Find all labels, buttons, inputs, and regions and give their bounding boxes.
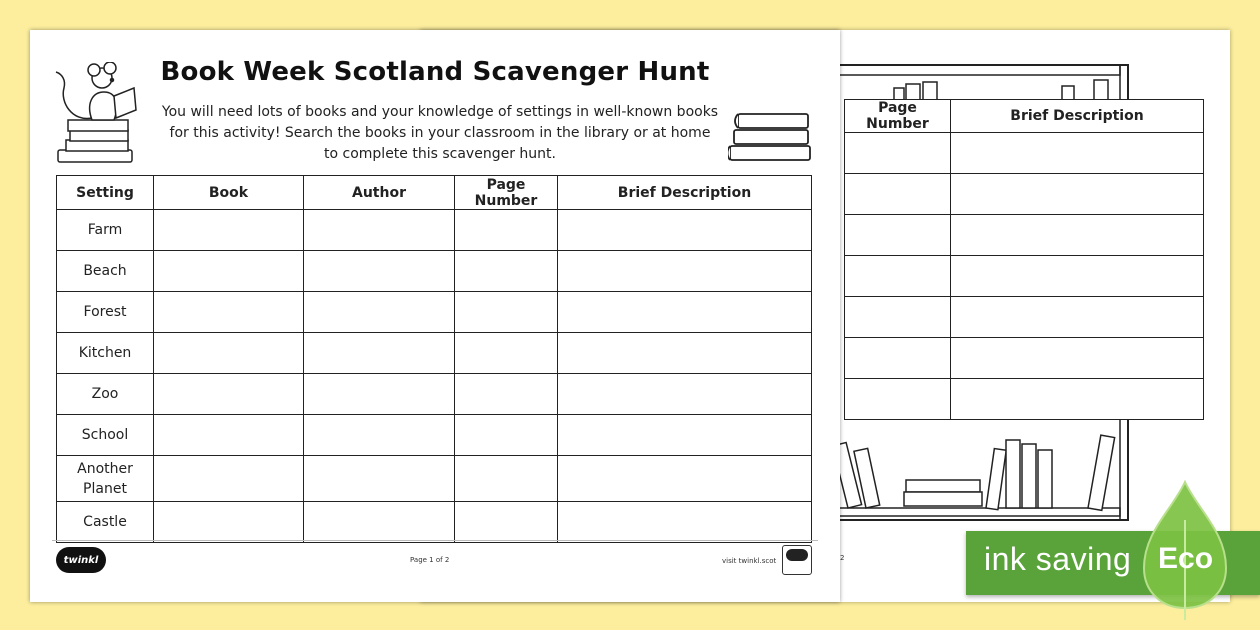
answer-cell[interactable]: [455, 210, 558, 251]
column-header-brief-description: Brief Description: [558, 176, 812, 210]
back-table-row: [845, 379, 1204, 420]
answer-cell[interactable]: [154, 251, 304, 292]
answer-cell[interactable]: [951, 256, 1204, 297]
answer-cell[interactable]: [304, 502, 455, 543]
table-row: [57, 374, 812, 415]
answer-cell[interactable]: [304, 456, 455, 502]
answer-cell[interactable]: [455, 251, 558, 292]
answer-cell[interactable]: [154, 502, 304, 543]
back-table-row: [845, 256, 1204, 297]
answer-cell[interactable]: [845, 297, 951, 338]
back-page-number: 2: [840, 554, 845, 562]
page-label: Page 1 of 2: [410, 556, 450, 564]
answer-cell[interactable]: [558, 374, 812, 415]
scavenger-hunt-table: [56, 175, 812, 543]
setting-label: Another Planet: [57, 456, 154, 502]
table-row: [57, 502, 812, 543]
answer-cell[interactable]: [154, 415, 304, 456]
column-header-book: Book: [154, 176, 304, 210]
answer-cell[interactable]: [558, 502, 812, 543]
back-table-row: [845, 174, 1204, 215]
answer-cell[interactable]: [558, 292, 812, 333]
table-row: [57, 292, 812, 333]
answer-cell[interactable]: [951, 174, 1204, 215]
answer-cell[interactable]: [455, 333, 558, 374]
back-table-row: [845, 338, 1204, 379]
answer-cell[interactable]: [558, 210, 812, 251]
back-column-header-page-number: Page Number: [845, 100, 951, 133]
answer-cell[interactable]: [455, 456, 558, 502]
answer-cell[interactable]: [558, 415, 812, 456]
answer-cell[interactable]: [304, 415, 455, 456]
stacked-books-icon: [728, 108, 814, 162]
back-table-row: [845, 297, 1204, 338]
eco-label: Eco: [1158, 542, 1214, 575]
table-row: [57, 456, 812, 502]
quality-badge-icon: [782, 545, 812, 575]
answer-cell[interactable]: [845, 174, 951, 215]
setting-label: Zoo: [57, 374, 154, 415]
intro-line: to complete this scavenger hunt.: [324, 146, 556, 162]
answer-cell[interactable]: [951, 297, 1204, 338]
answer-cell[interactable]: [154, 292, 304, 333]
back-table-row: [845, 215, 1204, 256]
answer-cell[interactable]: [951, 338, 1204, 379]
back-page-table: [844, 99, 1204, 420]
visit-link[interactable]: visit twinkl.scot: [722, 557, 777, 565]
answer-cell[interactable]: [845, 133, 951, 174]
setting-label: Forest: [57, 292, 154, 333]
answer-cell[interactable]: [558, 333, 812, 374]
worksheet-title: Book Week Scotland Scavenger Hunt: [160, 57, 710, 87]
column-header-page-number: Page Number: [455, 176, 558, 210]
answer-cell[interactable]: [154, 374, 304, 415]
answer-cell[interactable]: [455, 374, 558, 415]
answer-cell[interactable]: [154, 456, 304, 502]
footer-divider: [52, 540, 818, 541]
answer-cell[interactable]: [558, 251, 812, 292]
answer-cell[interactable]: [154, 333, 304, 374]
table-row: [57, 251, 812, 292]
back-table-row: [845, 133, 1204, 174]
answer-cell[interactable]: [304, 210, 455, 251]
answer-cell[interactable]: [951, 379, 1204, 420]
table-row: [57, 415, 812, 456]
table-row: [57, 210, 812, 251]
answer-cell[interactable]: [304, 374, 455, 415]
answer-cell[interactable]: [951, 133, 1204, 174]
worksheet-page-1: [30, 30, 840, 602]
setting-label: Kitchen: [57, 333, 154, 374]
answer-cell[interactable]: [455, 502, 558, 543]
setting-label: Castle: [57, 502, 154, 543]
answer-cell[interactable]: [455, 415, 558, 456]
answer-cell[interactable]: [304, 251, 455, 292]
twinkl-logo: twinkl: [56, 547, 106, 573]
answer-cell[interactable]: [304, 292, 455, 333]
ink-saving-text: ink saving: [984, 541, 1132, 577]
setting-label: Beach: [57, 251, 154, 292]
answer-cell[interactable]: [845, 379, 951, 420]
table-header-row: [57, 176, 812, 210]
column-header-author: Author: [304, 176, 455, 210]
column-header-setting: Setting: [57, 176, 154, 210]
intro-line: You will need lots of books and your knowledge of settings in well-known books: [161, 104, 719, 120]
answer-cell[interactable]: [154, 210, 304, 251]
intro-text: [150, 102, 730, 165]
table-row: [57, 333, 812, 374]
answer-cell[interactable]: [304, 333, 455, 374]
setting-label: Farm: [57, 210, 154, 251]
setting-label: School: [57, 415, 154, 456]
answer-cell[interactable]: [558, 456, 812, 502]
answer-cell[interactable]: [845, 215, 951, 256]
intro-line: for this activity! Search the books in your classroom in the library or at home: [169, 125, 711, 141]
answer-cell[interactable]: [845, 256, 951, 297]
answer-cell[interactable]: [951, 215, 1204, 256]
back-column-header-brief-description: Brief Description: [951, 100, 1204, 133]
answer-cell[interactable]: [455, 292, 558, 333]
answer-cell[interactable]: [845, 338, 951, 379]
